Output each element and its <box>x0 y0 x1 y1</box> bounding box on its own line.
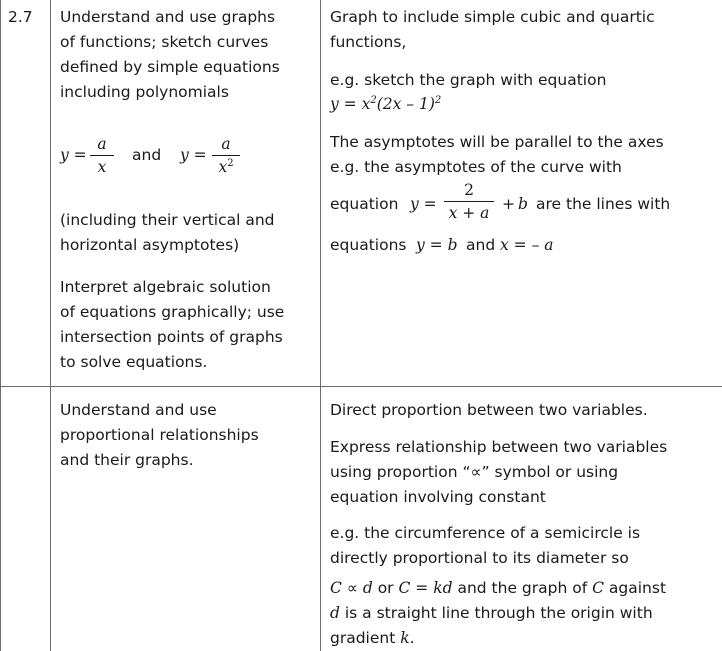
column-divider-guidance <box>320 0 321 651</box>
section-number: 2.7 <box>8 8 33 26</box>
fraction-a-over-x: a x <box>90 134 114 177</box>
column-divider-number <box>50 0 51 651</box>
table-border-left <box>0 0 1 651</box>
proportion-equation: C ∝ d or C = kd and the graph of C against <box>330 579 667 597</box>
direct-proportion-text: Direct proportion between two variables. <box>330 401 648 419</box>
cubic-equation: $y = x^2(2x - 1)^2$ <box>330 94 442 113</box>
row-divider <box>0 386 722 387</box>
fraction-2-over-x-plus-a: 2 x + a <box>444 180 494 223</box>
fraction-a-over-x-squared: a $x^2$ <box>212 134 240 177</box>
